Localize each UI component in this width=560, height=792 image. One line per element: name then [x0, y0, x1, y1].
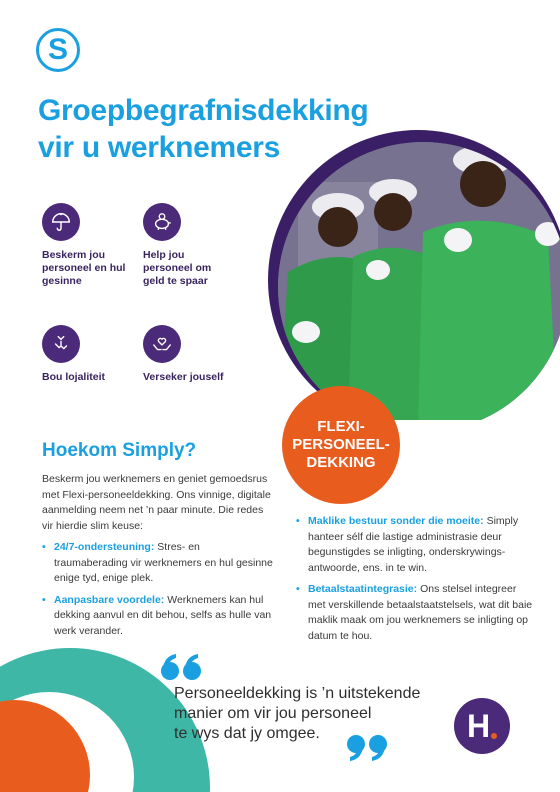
benefit-insure — [143, 325, 233, 384]
benefit-label: Verseker jouself — [143, 371, 224, 383]
reasons-list-left — [42, 540, 276, 639]
quote-line-3: te wys dat jy omgee. — [174, 725, 320, 742]
reason-text: Simply hanteer sélf die lastige administrasie deur begunstigdes se inligting, onderskrywings-antwoorde, ens. in te win. — [308, 515, 519, 574]
photo-image — [278, 142, 560, 420]
heart-hands-icon — [143, 325, 181, 363]
benefit-label: Help jou personeel om geld te spaar — [143, 249, 212, 287]
list-item — [296, 582, 536, 644]
intro-paragraph: Beskerm jou werknemers en geniet gemoedsrus met Flexi-personeeldekking. Ons vinnige, digitale aanmelding neem net ’n paar minute. Die redes vir hierdie slim keuse: — [42, 473, 271, 532]
handshake-icon — [42, 325, 80, 363]
benefit-protect — [42, 203, 132, 288]
reason-text: Stres- en traumaberading vir werknemers en hul gesinne enige tyd, enige plek. — [54, 541, 273, 584]
quote-open-icon — [160, 652, 204, 687]
title-line-2: vir u werknemers — [38, 131, 280, 164]
logo-h-letter: H — [466, 708, 491, 744]
quote-text — [174, 684, 454, 744]
reason-heading: 24/7-ondersteuning: — [54, 541, 155, 553]
logo-letter: S — [47, 33, 68, 66]
workers-illustration — [278, 142, 560, 420]
title-line-1: Groepbegrafnisdekking — [38, 94, 369, 127]
umbrella-icon — [42, 203, 80, 241]
reason-heading: Betaalstaatintegrasie: — [308, 583, 418, 595]
simply-logo — [36, 28, 80, 72]
quote-line-1: Personeeldekking is ’n uitstekende — [174, 685, 421, 702]
list-item — [42, 540, 276, 587]
benefit-label: Bou lojaliteit — [42, 371, 105, 383]
benefit-save — [143, 203, 233, 288]
hollard-logo — [454, 698, 510, 754]
section-title: Hoekom Simply? — [42, 440, 197, 461]
badge-line-3: DEKKING — [306, 454, 376, 471]
piggy-bank-icon — [143, 203, 181, 241]
reason-text: Ons stelsel integreer met verskillende betaalstaatstelsels, wat dit baie maklik maak om jou werknemers se inligting op datum te hou. — [308, 583, 533, 642]
flexi-badge — [282, 386, 400, 504]
reason-text: Werknemers kan hul dekking aanvul en dit behou, selfs as hulle van werk verander. — [54, 593, 272, 637]
reasons-list-right — [296, 514, 536, 644]
right-column — [296, 508, 536, 650]
left-column — [42, 472, 276, 645]
quote-close-icon — [344, 733, 388, 768]
reason-heading: Maklike bestuur sonder die moeite: — [308, 515, 484, 527]
badge-line-1: FLEXI- — [317, 418, 365, 435]
logo-dot — [491, 733, 497, 739]
workers-photo — [262, 130, 560, 420]
reason-heading: Aanpasbare voordele: — [54, 593, 165, 606]
list-item — [42, 593, 276, 640]
quote-line-2: manier om vir jou personeel — [174, 705, 372, 722]
list-item — [296, 514, 536, 576]
benefit-loyalty — [42, 325, 132, 384]
badge-line-2: PERSONEEL- — [292, 436, 390, 453]
benefit-label: Beskerm jou personeel en hul gesinne — [42, 249, 126, 287]
